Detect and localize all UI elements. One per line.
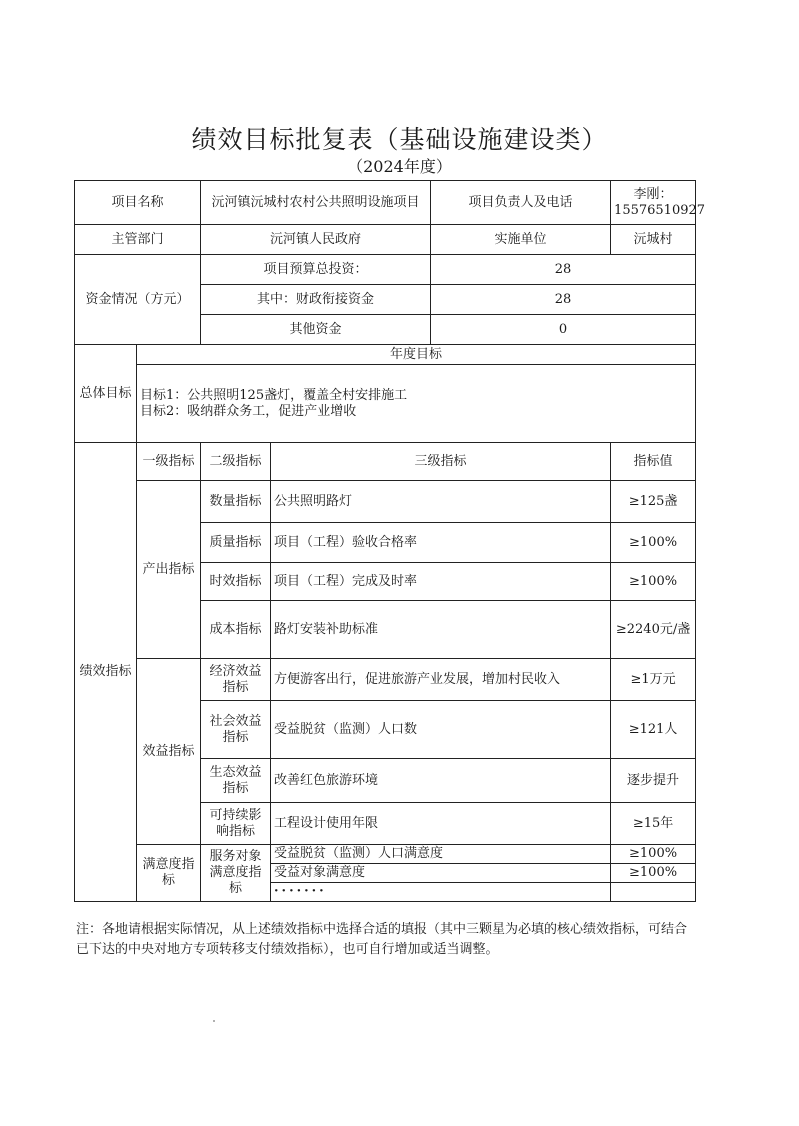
level3-cell: 受益脱贫（监测）人口满意度	[271, 845, 611, 864]
level2-cell: 社会效益指标	[201, 701, 271, 759]
level2-cell: 数量指标	[201, 481, 271, 523]
unit-value: 沅城村	[611, 225, 696, 255]
level3-cell: 项目（工程）完成及时率	[271, 563, 611, 601]
value-cell: ≥2240元/盏	[611, 601, 696, 659]
level3-cell: 公共照明路灯	[271, 481, 611, 523]
group-label: 满意度指标	[137, 845, 201, 902]
level2-cell: 时效指标	[201, 563, 271, 601]
level2-cell: 质量指标	[201, 523, 271, 563]
form-title: 绩效目标批复表（基础设施建设类）	[191, 125, 608, 154]
scan-speck	[213, 1020, 215, 1022]
level3-cell: 改善红色旅游环境	[271, 759, 611, 803]
value-cell: ≥121人	[611, 701, 696, 759]
funds-row-label: 项目预算总投资：	[201, 255, 431, 285]
funds-row-label: 其他资金	[201, 315, 431, 345]
indicator-section-label: 绩效指标	[75, 443, 137, 902]
project-contact-value: 李刚：15576510927	[611, 181, 696, 225]
level2-header: 二级指标	[201, 443, 271, 481]
project-name-label: 项目名称	[75, 181, 201, 225]
group-label: 效益指标	[137, 659, 201, 845]
annual-goal-text	[137, 365, 696, 443]
footnote: 注：各地请根据实际情况，从上述绩效指标中选择合适的填报（其中三颗星为必填的核心绩效指标，可结合已下达的中央对地方专项转移支付绩效指标），也可自行增加或适当调整。	[76, 922, 688, 957]
funds-row-value: 28	[431, 255, 696, 285]
value-cell: ≥100%	[611, 523, 696, 563]
project-name-value: 沅河镇沅城村农村公共照明设施项目	[201, 181, 431, 225]
level3-cell: 项目（工程）验收合格率	[271, 523, 611, 563]
project-contact-label: 项目负责人及电话	[431, 181, 611, 225]
value-header: 指标值	[611, 443, 696, 481]
level2-cell: 可持续影响指标	[201, 803, 271, 845]
level2-cell: 经济效益指标	[201, 659, 271, 701]
value-cell: ≥15年	[611, 803, 696, 845]
level3-cell: 受益脱贫（监测）人口数	[271, 701, 611, 759]
value-cell: ≥100%	[611, 864, 696, 883]
value-cell: ≥1万元	[611, 659, 696, 701]
funds-row-value: 28	[431, 285, 696, 315]
form-year: （2024年度）	[347, 157, 452, 176]
dept-value: 沅河镇人民政府	[201, 225, 431, 255]
value-cell	[611, 883, 696, 902]
level1-header: 一级指标	[137, 443, 201, 481]
overall-goal-label: 总体目标	[75, 345, 137, 443]
funds-row-value: 0	[431, 315, 696, 345]
value-cell: ≥125盏	[611, 481, 696, 523]
level2-cell: 成本指标	[201, 601, 271, 659]
value-cell: ≥100%	[611, 845, 696, 864]
level3-header: 三级指标	[271, 443, 611, 481]
group-label: 产出指标	[137, 481, 201, 659]
goal-line: 目标1：公共照明125盏灯，覆盖全村安排施工	[140, 387, 408, 403]
level2-cell: 生态效益指标	[201, 759, 271, 803]
value-cell: 逐步提升	[611, 759, 696, 803]
level2-cell: 服务对象满意度指标	[201, 845, 271, 902]
level3-cell: 工程设计使用年限	[271, 803, 611, 845]
unit-label: 实施单位	[431, 225, 611, 255]
funds-label: 资金情况（方元）	[75, 255, 201, 345]
level3-cell: 受益对象满意度	[271, 864, 611, 883]
value-cell: ≥100%	[611, 563, 696, 601]
annual-goal-header: 年度目标	[137, 345, 696, 365]
performance-table	[74, 180, 706, 902]
goal-line: 目标2：吸纳群众务工，促进产业增收	[140, 403, 357, 419]
dept-label: 主管部门	[75, 225, 201, 255]
level3-cell: 方便游客出行，促进旅游产业发展，增加村民收入	[271, 659, 611, 701]
level3-cell: 路灯安装补助标准	[271, 601, 611, 659]
funds-row-label: 其中：财政衔接资金	[201, 285, 431, 315]
level3-cell: ·······	[271, 883, 611, 902]
